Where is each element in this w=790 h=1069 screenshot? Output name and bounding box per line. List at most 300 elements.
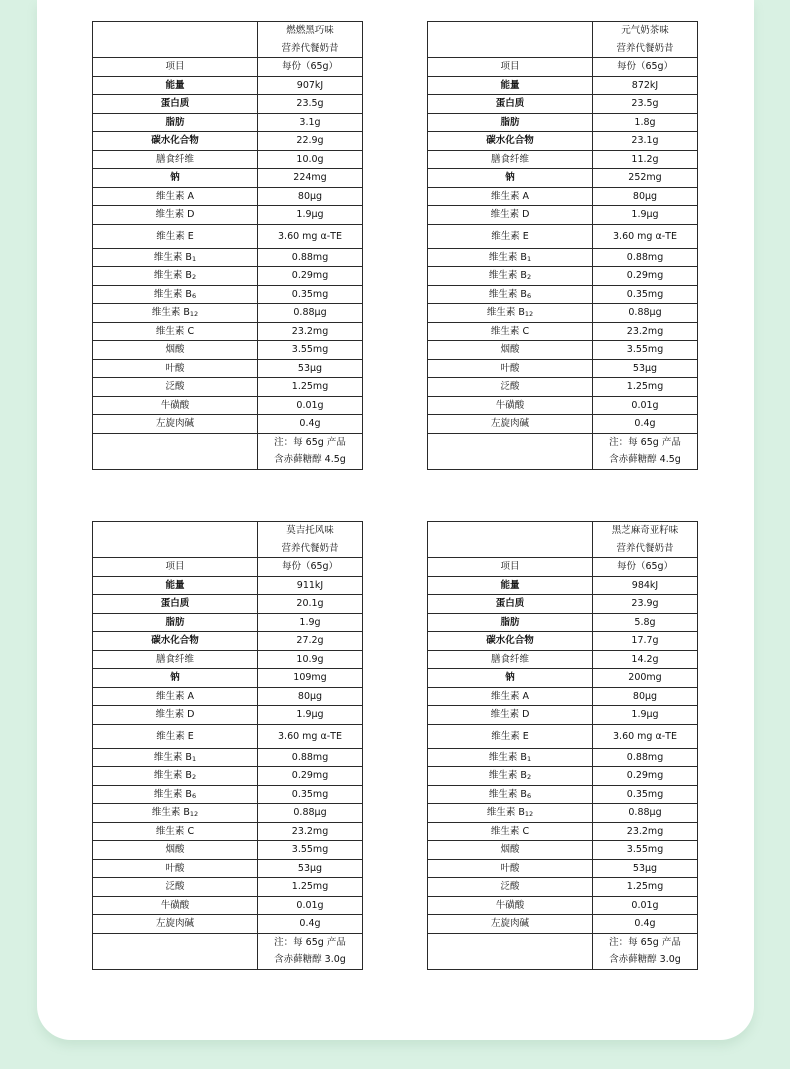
table-header-row [428,522,698,558]
row-label: 维生素 A [428,687,593,706]
table-row [93,706,363,725]
table-row [93,415,363,434]
vitamin-b-prefix: 维生素 B [488,270,527,281]
row-label [93,748,258,767]
row-label [428,767,593,786]
header-blank-cell [428,22,593,58]
table-row [93,669,363,688]
row-label: 碳水化合物 [428,632,593,651]
row-label: 膳食纤维 [93,150,258,169]
row-label: 烟酸 [428,341,593,360]
note-blank-cell [428,933,593,969]
row-value: 0.4g [258,415,363,434]
table-row [93,76,363,95]
row-label: 能量 [93,76,258,95]
table-row [93,322,363,341]
row-value: 3.60 mg α-TE [593,224,698,248]
row-value: 0.88μg [258,804,363,823]
row-label: 维生素 D [428,706,593,725]
vitamin-subscript: 2 [191,273,197,281]
row-value: 1.25mg [258,378,363,397]
vitamin-subscript: 6 [191,291,197,300]
header-blank-cell [93,522,258,558]
row-value: 0.35mg [258,785,363,804]
table-row [93,150,363,169]
row-label [93,304,258,323]
row-label [93,767,258,786]
vitamin-b-prefix: 维生素 B [151,807,190,818]
row-value: 1.9μg [258,706,363,725]
vitamin-subscript: 12 [189,810,199,818]
row-value: 80μg [593,687,698,706]
row-label [428,804,593,823]
table-row [93,132,363,151]
row-label: 项目 [93,58,258,77]
row-value: 0.29mg [258,267,363,286]
vitamin-b-prefix: 维生素 B [488,251,527,263]
row-label: 烟酸 [428,841,593,860]
row-value: 3.55mg [258,841,363,860]
note-line: 含赤藓糖醇 3.0g [609,954,681,965]
row-label: 牛磺酸 [428,396,593,415]
flavor-name: 黑芝麻奇亚籽味 [611,525,679,536]
row-label: 脂肪 [428,613,593,632]
product-title-cell [593,22,698,58]
table-row [428,187,698,206]
row-label: 维生素 E [93,724,258,748]
table-row [428,95,698,114]
row-value: 1.9g [258,613,363,632]
row-label: 牛磺酸 [93,896,258,915]
row-value: 22.9g [258,132,363,151]
row-value: 0.35mg [593,285,698,304]
vitamin-b-prefix: 维生素 B [486,807,525,818]
row-value: 252mg [593,169,698,188]
row-value: 1.9μg [593,706,698,725]
table-row [93,396,363,415]
vitamin-subscript: 6 [191,791,197,800]
row-value: 23.2mg [593,322,698,341]
row-value: 0.29mg [593,767,698,786]
row-label: 维生素 A [93,187,258,206]
row-label: 烟酸 [93,841,258,860]
vitamin-subscript: 1 [526,754,532,763]
table-row [93,341,363,360]
row-value: 20.1g [258,595,363,614]
header-blank-cell [428,522,593,558]
table-row [428,841,698,860]
row-label: 泛酸 [93,378,258,397]
row-value: 0.88mg [593,748,698,767]
table-row [93,785,363,804]
vitamin-b-prefix: 维生素 B [153,788,192,800]
row-label: 叶酸 [428,859,593,878]
table-note-row [428,433,698,469]
vitamin-subscript: 2 [191,773,197,781]
row-label: 碳水化合物 [93,132,258,151]
row-value: 5.8g [593,613,698,632]
row-label [428,267,593,286]
table-row [93,767,363,786]
table-row [93,804,363,823]
row-label: 项目 [93,558,258,577]
row-value: 109mg [258,669,363,688]
table-row [428,396,698,415]
row-value: 0.01g [593,896,698,915]
row-value: 每份（65g） [593,58,698,77]
row-label: 项目 [428,58,593,77]
table-row [93,248,363,267]
row-label: 左旋肉碱 [93,915,258,934]
row-value: 0.29mg [258,767,363,786]
row-label: 蛋白质 [428,595,593,614]
table-row [93,58,363,77]
row-label: 泛酸 [428,878,593,897]
row-value: 0.29mg [593,267,698,286]
table-row [93,841,363,860]
row-label: 蛋白质 [93,95,258,114]
row-value: 23.2mg [258,822,363,841]
table-row [428,687,698,706]
row-label: 牛磺酸 [93,396,258,415]
table-row [93,576,363,595]
row-value: 0.35mg [593,785,698,804]
table-row [93,378,363,397]
row-value: 0.01g [258,396,363,415]
note-line: 含赤藓糖醇 4.5g [609,454,681,465]
table-row [428,724,698,748]
row-label: 叶酸 [428,359,593,378]
table-row [428,767,698,786]
table-row [428,113,698,132]
vitamin-subscript: 2 [526,273,532,281]
table-row [428,322,698,341]
row-label: 蛋白质 [428,95,593,114]
product-subtitle: 营养代餐奶昔 [281,42,339,54]
note-line: 注：每 65g 产品 [274,936,346,948]
row-label [428,285,593,304]
table-header-row [93,522,363,558]
vitamin-b-prefix: 维生素 B [488,751,527,763]
row-label: 维生素 E [428,724,593,748]
row-label: 维生素 E [93,224,258,248]
table-row [93,632,363,651]
table-row [428,595,698,614]
row-label: 叶酸 [93,359,258,378]
note-line: 注：每 65g 产品 [274,436,346,448]
row-label: 钠 [93,669,258,688]
table-row [428,132,698,151]
row-value: 53μg [593,359,698,378]
row-value: 0.01g [593,396,698,415]
row-value: 14.2g [593,650,698,669]
row-value: 23.1g [593,132,698,151]
table-row [93,206,363,225]
row-label [93,285,258,304]
row-label: 蛋白质 [93,595,258,614]
table-row [93,285,363,304]
row-label: 左旋肉碱 [93,415,258,434]
vitamin-b-prefix: 维生素 B [153,770,192,781]
note-cell [593,933,698,969]
note-blank-cell [428,433,593,469]
row-label [93,785,258,804]
row-label: 维生素 C [428,322,593,341]
row-label: 泛酸 [93,878,258,897]
row-label [93,267,258,286]
row-value: 0.88μg [593,804,698,823]
nutrition-table [92,21,363,470]
table-row [93,169,363,188]
row-value: 23.5g [593,95,698,114]
row-value: 27.2g [258,632,363,651]
row-value: 3.55mg [593,341,698,360]
flavor-name: 燃燃黑巧味 [286,25,334,36]
row-value: 0.4g [593,415,698,434]
vitamin-b-prefix: 维生素 B [488,788,527,800]
row-value: 872kJ [593,76,698,95]
table-row [428,359,698,378]
row-label: 维生素 C [93,822,258,841]
vitamin-subscript: 6 [526,291,532,300]
vitamin-b-prefix: 维生素 B [488,770,527,781]
table-row [428,415,698,434]
row-value: 80μg [258,187,363,206]
table-row [93,595,363,614]
note-line: 含赤藓糖醇 4.5g [274,454,346,465]
row-value: 23.2mg [593,822,698,841]
row-label: 牛磺酸 [428,896,593,915]
row-value: 17.7g [593,632,698,651]
row-value: 984kJ [593,576,698,595]
row-label: 碳水化合物 [93,632,258,651]
note-line: 注：每 65g 产品 [609,936,681,948]
vitamin-b-prefix: 维生素 B [151,307,190,318]
note-cell [258,933,363,969]
row-label: 膳食纤维 [93,650,258,669]
table-row [428,785,698,804]
table-row [428,896,698,915]
table-row [428,224,698,248]
row-label: 脂肪 [93,113,258,132]
vitamin-b-prefix: 维生素 B [153,251,192,263]
row-label [93,248,258,267]
vitamin-subscript: 2 [526,773,532,781]
vitamin-b-prefix: 维生素 B [153,288,192,300]
row-value: 0.4g [593,915,698,934]
note-blank-cell [93,933,258,969]
row-label [428,248,593,267]
row-value: 53μg [593,859,698,878]
table-row [428,859,698,878]
table-row [93,724,363,748]
product-subtitle: 营养代餐奶昔 [616,542,674,554]
row-value: 911kJ [258,576,363,595]
row-label: 膳食纤维 [428,650,593,669]
row-value: 3.1g [258,113,363,132]
row-value: 53μg [258,859,363,878]
note-line: 注：每 65g 产品 [609,436,681,448]
vitamin-subscript: 12 [189,310,199,318]
vitamin-b-prefix: 维生素 B [153,751,192,763]
table-row [428,76,698,95]
table-row [93,822,363,841]
table-row [428,558,698,577]
row-value: 3.60 mg α-TE [258,724,363,748]
vitamin-b-prefix: 维生素 B [153,270,192,281]
table-row [428,632,698,651]
row-value: 23.9g [593,595,698,614]
table-row [428,706,698,725]
table-row [93,878,363,897]
row-label: 叶酸 [93,859,258,878]
row-label: 能量 [93,576,258,595]
table-row [428,650,698,669]
row-label: 泛酸 [428,378,593,397]
row-label: 左旋肉碱 [428,915,593,934]
row-label: 维生素 C [93,322,258,341]
row-value: 0.01g [258,896,363,915]
row-label: 钠 [93,169,258,188]
table-row [93,359,363,378]
row-label: 维生素 A [93,687,258,706]
table-row [428,915,698,934]
table-row [428,150,698,169]
note-cell [593,433,698,469]
row-value: 0.88mg [258,248,363,267]
table-row [428,169,698,188]
row-label: 维生素 D [93,206,258,225]
row-value: 0.88μg [258,304,363,323]
row-value: 1.9μg [593,206,698,225]
flavor-name: 莫吉托风味 [286,525,334,536]
row-label [428,748,593,767]
table-note-row [428,933,698,969]
product-title-cell [258,22,363,58]
row-value: 每份（65g） [593,558,698,577]
table-row [93,224,363,248]
table-row [428,748,698,767]
row-value: 10.0g [258,150,363,169]
row-label: 维生素 E [428,224,593,248]
table-row [93,95,363,114]
row-value: 0.88mg [593,248,698,267]
table-row [428,285,698,304]
row-value: 80μg [258,687,363,706]
row-value: 每份（65g） [258,558,363,577]
row-label: 维生素 D [428,206,593,225]
flavor-name: 元气奶茶味 [621,25,669,36]
row-value: 1.25mg [593,378,698,397]
table-row [93,859,363,878]
nutrition-table [427,21,698,470]
row-label: 项目 [428,558,593,577]
row-value: 3.60 mg α-TE [593,724,698,748]
table-row [428,576,698,595]
row-value: 10.9g [258,650,363,669]
row-value: 3.60 mg α-TE [258,224,363,248]
row-value: 0.88μg [593,304,698,323]
note-blank-cell [93,433,258,469]
row-label: 左旋肉碱 [428,415,593,434]
table-row [93,650,363,669]
vitamin-b-prefix: 维生素 B [488,288,527,300]
row-value: 1.9μg [258,206,363,225]
row-label: 膳食纤维 [428,150,593,169]
row-value: 1.25mg [258,878,363,897]
vitamin-subscript: 12 [524,810,534,818]
vitamin-subscript: 1 [191,254,197,263]
row-label: 脂肪 [428,113,593,132]
row-label [428,785,593,804]
row-value: 3.55mg [593,841,698,860]
table-row [428,613,698,632]
product-subtitle: 营养代餐奶昔 [281,542,339,554]
table-row [93,267,363,286]
vitamin-subscript: 1 [526,254,532,263]
row-value: 0.88mg [258,748,363,767]
table-header-row [93,22,363,58]
table-row [428,822,698,841]
table-row [93,915,363,934]
row-label: 维生素 C [428,822,593,841]
table-row [428,341,698,360]
row-value: 53μg [258,359,363,378]
table-row [428,248,698,267]
row-value: 11.2g [593,150,698,169]
row-label: 维生素 A [428,187,593,206]
table-row [428,58,698,77]
table-row [428,206,698,225]
row-value: 200mg [593,669,698,688]
table-row [93,748,363,767]
row-value: 1.8g [593,113,698,132]
note-cell [258,433,363,469]
vitamin-b-prefix: 维生素 B [486,307,525,318]
table-row [428,804,698,823]
vitamin-subscript: 6 [526,791,532,800]
table-note-row [93,433,363,469]
table-row [93,113,363,132]
product-subtitle: 营养代餐奶昔 [616,42,674,54]
row-label: 维生素 D [93,706,258,725]
row-value: 3.55mg [258,341,363,360]
row-label: 能量 [428,576,593,595]
table-row [93,613,363,632]
vitamin-subscript: 1 [191,754,197,763]
row-value: 23.5g [258,95,363,114]
note-line: 含赤藓糖醇 3.0g [274,954,346,965]
nutrition-table [427,521,698,970]
table-row [428,669,698,688]
row-value: 80μg [593,187,698,206]
table-row [93,558,363,577]
product-title-cell [258,522,363,558]
row-label: 脂肪 [93,613,258,632]
table-row [93,187,363,206]
table-note-row [93,933,363,969]
row-label [93,804,258,823]
vitamin-subscript: 12 [524,310,534,318]
table-row [93,304,363,323]
nutrition-table [92,521,363,970]
row-label: 钠 [428,669,593,688]
header-blank-cell [93,22,258,58]
table-row [428,304,698,323]
table-header-row [428,22,698,58]
row-label: 能量 [428,76,593,95]
row-value: 每份（65g） [258,58,363,77]
